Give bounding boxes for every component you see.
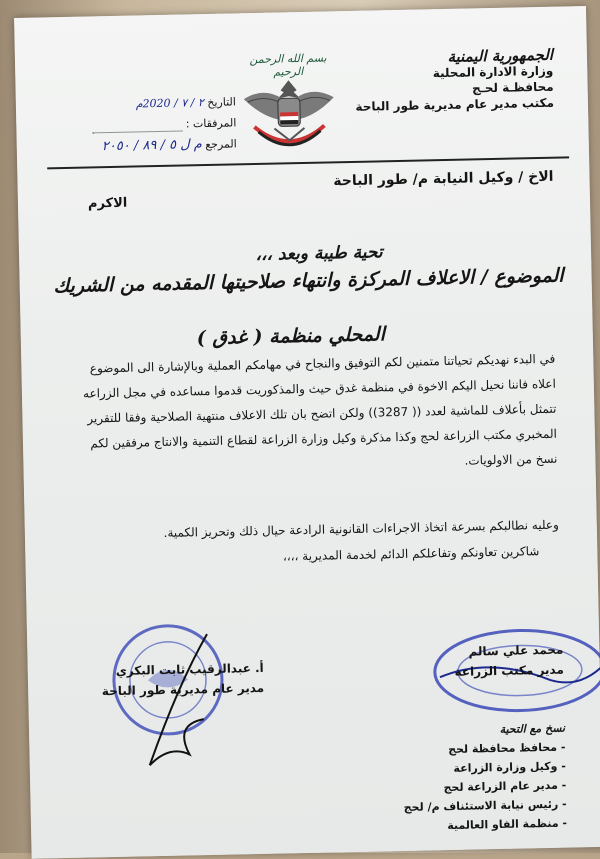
emblem-eagle-icon — [233, 51, 345, 158]
reference-label: المرجع — [205, 137, 237, 152]
copy-item: - محافظ محافظة لحج — [447, 740, 566, 757]
reference-value: م ل ٥ / ٨٩ / ٢٠٥٠ — [101, 137, 202, 155]
body-line: نسخ من الاولويات. — [464, 451, 558, 468]
body-line: المخبري مكتب الزراعة لحج وكذا مذكرة وكيل وزارة الزراعة لقطاع التنمية والانتاج مرفقين لكم — [90, 426, 558, 451]
basmala: بسم الله الرحمن الرحيم — [249, 51, 327, 79]
right-signer-name: محمد علي سالم — [468, 642, 564, 659]
subject-line-2: المحلي منظمة ( غدق ) — [196, 323, 386, 350]
country-name: الجمهورية اليمنية — [447, 45, 554, 66]
copy-item: - مدير عام الزراعة لحج — [443, 778, 567, 795]
letterhead-right — [343, 47, 554, 115]
letterhead-left — [46, 91, 237, 158]
ministry-name: وزارة الادارة المحلية — [432, 63, 554, 81]
left-signer-title: مدير عام مديرية طور الباحة — [101, 680, 265, 699]
body-line: اعلاه فاننا نحيل اليكم الاخوة في منظمة غدق حيث والمذكوريت قدموا مساعده في مجل الزراعه — [82, 376, 556, 401]
date-label: التاريخ — [207, 95, 237, 109]
signature-right — [413, 640, 564, 683]
body-line: في البدء نهديكم تحياتنا متمنين لكم التوفيق والنجاح في مهامكم العملية وبالإشارة الى الموضوع — [89, 351, 556, 376]
honorific: الاكرم — [87, 195, 128, 212]
attachments-label: المرفقات : — [185, 116, 237, 131]
letter-body — [45, 347, 558, 483]
greeting: تحية طيبة وبعد ،،، — [255, 242, 383, 265]
request-block — [49, 512, 560, 575]
closing-text: شاكرين تعاونكم وتفاعلكم الدائم لخدمة المديرية ،،،، — [282, 544, 540, 564]
copies-list — [403, 719, 568, 836]
office-name: مكتب مدير عام مديرية طور الباحة — [355, 95, 555, 114]
attachments-line — [92, 118, 182, 133]
copy-item: - رئيس نيابة الاستئناف م/ لحج — [403, 797, 567, 815]
copy-item: - وكيل وزارة الزراعة — [453, 759, 566, 775]
copies-heading: نسخ مع التحية — [499, 721, 566, 736]
letter-page — [14, 6, 600, 859]
handwritten-signature-left-icon — [117, 623, 240, 775]
subject-line-1: الموضوع / الاعلاف المركزة وانتهاء صلاحيتها المقدمه من الشريك — [53, 264, 564, 298]
copy-item: - منظمة الفاو العالمية — [447, 816, 568, 833]
recipient: الاخ / وكيل النيابة م/ طور الباحة — [333, 168, 554, 190]
date-value: ٢ / ٧ / 2020م — [135, 96, 204, 111]
left-signer-name: أ. عبدالرقيب ثابت البكري — [115, 660, 264, 679]
governorate-name: محافظـة لحـج — [471, 79, 554, 96]
body-line: تتمثل بأعلاف للماشية لعدد (( 3287)) ولكن اتضح بان تلك الاعلاف منتهية الصلاحية وفقا للتقرير — [87, 401, 557, 426]
right-signer-title: مدير مكتب الزراعة — [454, 662, 564, 679]
reference-row — [47, 133, 237, 158]
request-text: وعليه نطالبكم بسرعة اتخاذ الاجراءات القانونية الرادعة حيال ذلك وتحريز الكمية. — [163, 517, 559, 540]
